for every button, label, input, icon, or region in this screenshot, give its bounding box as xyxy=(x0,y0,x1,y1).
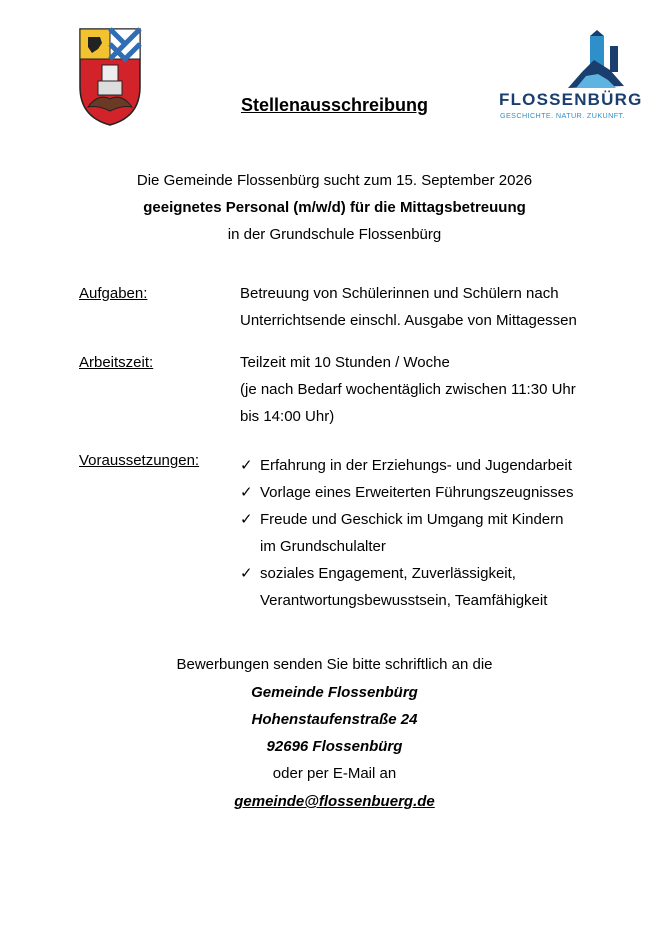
page-title: Stellenausschreibung xyxy=(240,95,429,115)
checkmark-icon: ✓ xyxy=(240,457,253,474)
aufgaben-line-2: Unterrichtsende einschl. Ausgabe von Mittagessen xyxy=(240,312,577,329)
contact-street: Hohenstaufenstraße 24 xyxy=(251,711,418,728)
intro-line-3: in der Grundschule Flossenbürg xyxy=(227,226,442,243)
arbeitszeit-label: Arbeitszeit: xyxy=(79,354,154,371)
contact-email-wrap xyxy=(0,793,669,810)
contact-intro: Bewerbungen senden Sie bitte schriftlich an die xyxy=(176,656,493,673)
email-link[interactable]: gemeinde@flossenbuerg.de xyxy=(234,793,435,810)
arbeitszeit-line-1: Teilzeit mit 10 Stunden / Woche xyxy=(240,354,450,371)
arbeitszeit-text xyxy=(240,349,576,430)
aufgaben-text xyxy=(240,280,577,334)
list-item: ✓ Vorlage eines Erweiterten Führungszeugnisses xyxy=(240,479,574,506)
aufgaben-label: Aufgaben: xyxy=(79,285,148,302)
contact-org: Gemeinde Flossenbürg xyxy=(251,684,418,701)
logo-wordmark: FLOSSENBÜRG xyxy=(499,90,643,109)
intro-line-2: geeignetes Personal (m/w/d) für die Mittagsbetreuung xyxy=(143,199,526,216)
checkmark-icon: ✓ xyxy=(240,565,253,582)
voraussetzungen-label: Voraussetzungen: xyxy=(79,452,200,469)
voraussetzungen-list xyxy=(240,452,574,614)
arbeitszeit-line-3: bis 14:00 Uhr) xyxy=(240,408,335,425)
list-item-continuation: im Grundschulalter xyxy=(260,538,386,555)
arbeitszeit-line-2: (je nach Bedarf wochentäglich zwischen 11:30 Uhr xyxy=(240,381,576,398)
list-item: ✓ Erfahrung in der Erziehungs- und Jugendarbeit xyxy=(240,452,574,479)
checkmark-icon: ✓ xyxy=(240,484,253,501)
contact-or: oder per E-Mail an xyxy=(272,765,397,782)
contact-city: 92696 Flossenbürg xyxy=(266,738,403,755)
list-item: ✓ soziales Engagement, Zuverlässigkeit, xyxy=(240,560,574,587)
list-item-continuation: Verantwortungsbewusstsein, Teamfähigkeit xyxy=(260,592,548,609)
checkmark-icon: ✓ xyxy=(240,511,253,528)
intro-line-1: Die Gemeinde Flossenbürg sucht zum 15. September 2026 xyxy=(136,172,533,189)
logo-tagline: GESCHICHTE. NATUR. ZUKUNFT. xyxy=(500,111,625,120)
list-item: ✓ Freude und Geschick im Umgang mit Kindern xyxy=(240,506,574,533)
aufgaben-line-1: Betreuung von Schülerinnen und Schülern nach xyxy=(240,285,559,302)
